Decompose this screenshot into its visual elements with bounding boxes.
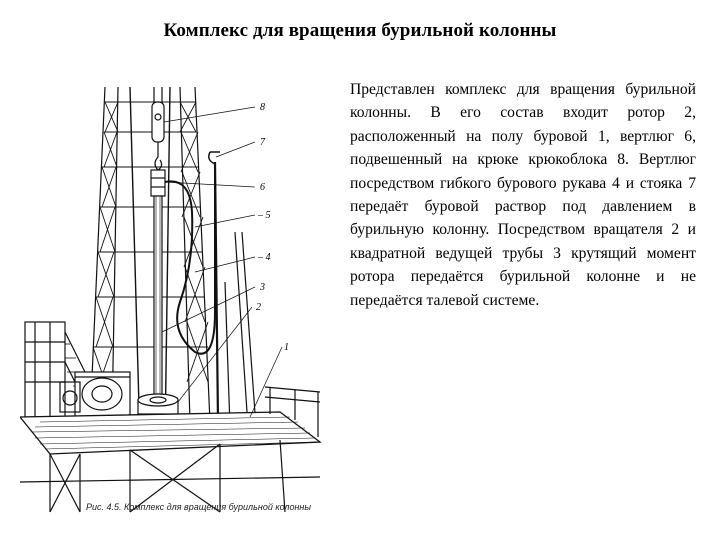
callout-3: 3 [260, 282, 265, 293]
kelly-hose [165, 162, 215, 354]
callout-5: – 5 [258, 210, 271, 221]
callout-8: 8 [260, 102, 265, 113]
standpipe [215, 162, 218, 422]
derrick-leg-right [195, 87, 210, 422]
callout-2: 2 [256, 302, 261, 313]
callout-1: 1 [284, 342, 289, 353]
kelly-pipe [154, 196, 162, 406]
body-paragraph: Представлен комплекс для вращения бурильной колонны. В его состав входит ротор 2, расположенный на полу буровой 1, вертлюг 6, подвешенный на крюке крюкоблока 8. Вертлюг посредством гибкого бурового рукава 4 и стояка 7 передаёт буровой раствор под давлением в бурильную колонну. Посредством вращателя 2 и квадратной ведущей трубы 3 крутящий момент ротора передаётся бурильной колонне и не передаётся талевой системе. [350, 81, 696, 309]
callout-4: – 4 [258, 252, 271, 263]
drilling-rig-illustration [20, 82, 345, 517]
slide-title: Комплекс для вращения бурильной колонны [163, 20, 557, 41]
figure-caption: Рис. 4.5. Комплекс для вращения бурильной колонны [86, 502, 311, 512]
swivel [151, 170, 165, 196]
callout-7: 7 [260, 137, 265, 148]
hook-block [152, 102, 164, 142]
drill-floor [20, 412, 320, 454]
callout-6: 6 [260, 182, 265, 193]
